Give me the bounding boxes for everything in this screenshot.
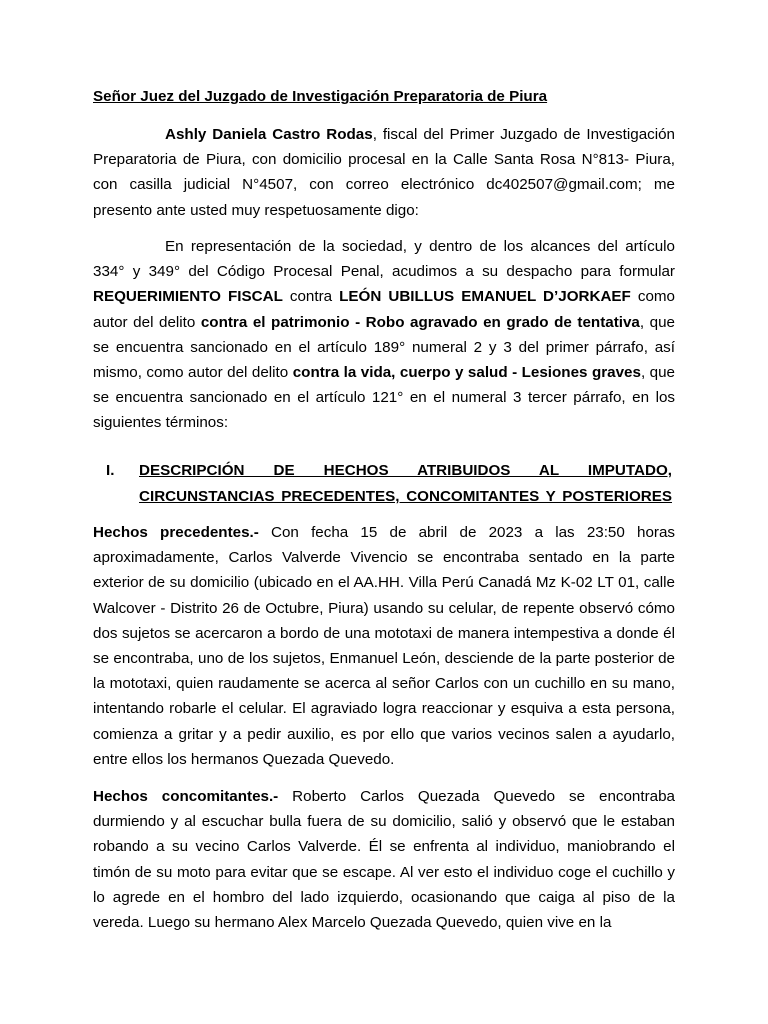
addressee-heading: Señor Juez del Juzgado de Investigación Preparatoria de Piura	[93, 88, 548, 105]
intro-paragraph	[93, 122, 675, 223]
section-title: DESCRIPCIÓN DE HECHOS ATRIBUIDOS AL IMPUTADO, CIRCUNSTANCIAS PRECEDENTES, CONCOMITANTES Y POSTERIORES	[139, 462, 672, 505]
concomitantes-label: Hechos concomitantes.-	[93, 788, 279, 805]
precedentes-paragraph	[93, 520, 675, 772]
crime-2: contra la vida, cuerpo y salud - Lesiones graves	[292, 364, 641, 382]
requirement-type: REQUERIMIENTO FISCAL	[93, 288, 283, 306]
section-number: I.	[106, 462, 115, 479]
intro-text: , fiscal del Primer Juzgado de Investigación Preparatoria de Piura, con domicilio procesal en la Calle Santa Rosa N°813- Piura, con casilla judicial N°4507, con correo electrónico dc402507@gmail.com; me presento ante usted muy respetuosamente digo:	[93, 126, 676, 219]
concomitantes-text: Roberto Carlos Quezada Quevedo se encontraba durmiendo y al escuchar bulla fuera de su domicilio, salió y observó que le estaban robando a su vecino Carlos Valverde. Él se enfrenta al individuo, maniobrando el timón de su moto para evitar que se escape. Al ver esto el individuo coge el cuchillo y lo agrede en el hombro del lado izquierdo, ocasionando que caiga al piso de la vereda. Luego su hermano Alex Marcelo Quezada Quevedo, quien vive en la	[93, 788, 675, 932]
rep-text-4: , que se encuentra sancionado en el artículo 189° numeral 2 y 3 del primer párrafo, así mismo, como autor del delito	[93, 313, 675, 382]
defendant-name: LEÓN UBILLUS EMANUEL D’JORKAEF	[339, 288, 631, 306]
representation-paragraph	[93, 234, 675, 436]
precedentes-text: Con fecha 15 de abril de 2023 a las 23:50 horas aproximadamente, Carlos Valverde Vivencio se encontraba sentado en la parte exterior de su domicilio (ubicado en el AA.HH. Villa Perú Canadá Mz K-02 LT 01, calle Walcover - Distrito 26 de Octubre, Piura) usando su celular, de repente observó cómo dos sujetos se acercaron a bordo de una mototaxi de manera intempestiva a donde él se encontraba, uno de los sujetos, Enmanuel León, desciende de la parte posterior de la mototaxi, quien raudamente se acerca al señor Carlos con un cuchillo en su mano, intentando robarle el celular. El agraviado logra reaccionar y esquiva a esta persona, comienza a gritar y a pedir auxilio, es por ello que varios vecinos salen a ayudarlo, entre ellos los hermanos Quezada Quevedo.	[93, 524, 676, 768]
rep-text-3: como autor del delito	[93, 288, 676, 331]
crime-1: contra el patrimonio - Robo agravado en grado de tentativa	[200, 313, 640, 331]
rep-text-2: contra	[282, 288, 340, 306]
prosecutor-name: Ashly Daniela Castro Rodas	[165, 126, 373, 143]
rep-text-1: En representación de la sociedad, y dentro de los alcances del artículo 334° y 349° del Código Procesal Penal, acudimos a su despacho para formular	[93, 238, 675, 281]
precedentes-label: Hechos precedentes.-	[93, 524, 259, 541]
concomitantes-paragraph	[93, 784, 675, 935]
rep-text-5: , que se encuentra sancionado en el artículo 121° en el numeral 3 tercer párrafo, en los siguientes términos:	[93, 364, 675, 432]
